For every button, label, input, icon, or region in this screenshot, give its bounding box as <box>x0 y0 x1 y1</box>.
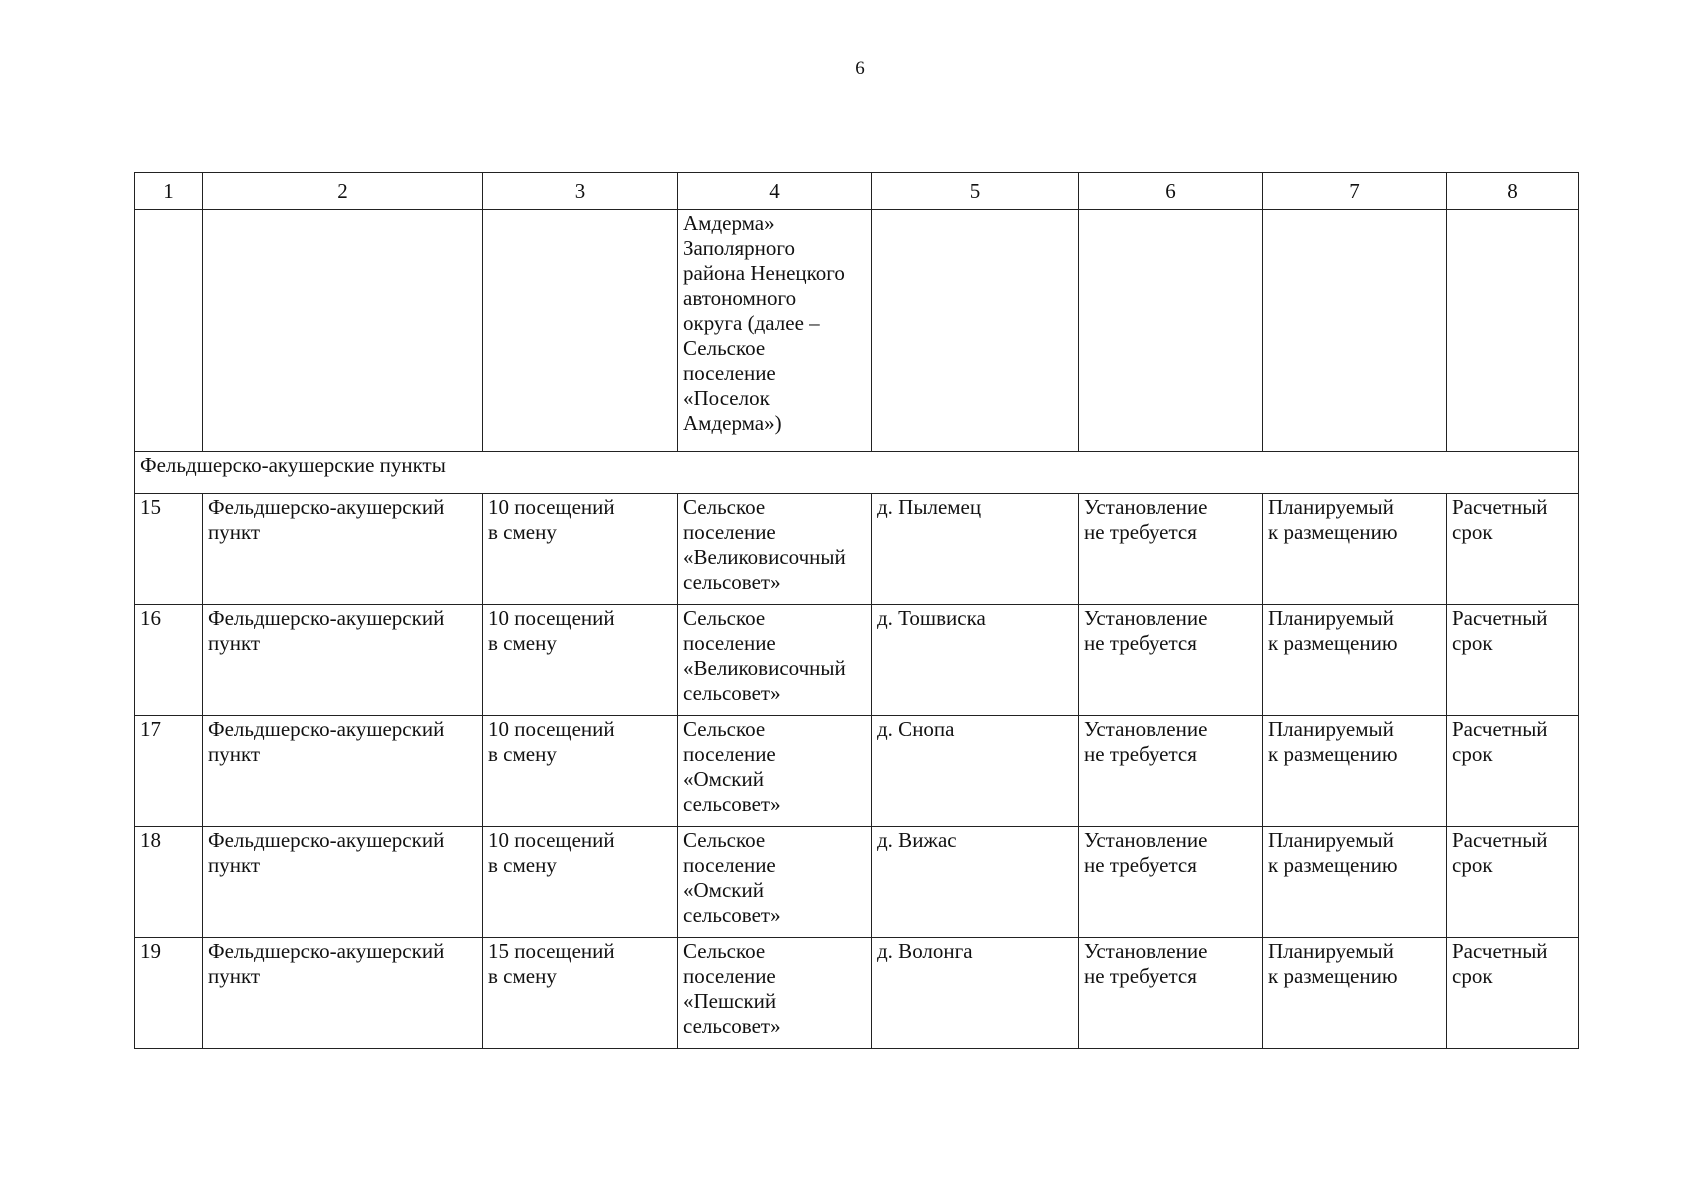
text-line: пункт <box>208 631 261 655</box>
empty-cell <box>483 210 678 452</box>
column-header: 2 <box>203 173 483 210</box>
text-line: 15 посещений <box>488 939 615 963</box>
empty-cell <box>203 210 483 452</box>
text-line: Расчетный <box>1452 606 1548 630</box>
text-line: сельсовет» <box>683 1014 781 1038</box>
row-number-cell: 18 <box>135 827 203 938</box>
facility-name-cell <box>203 494 483 605</box>
text-line: не требуется <box>1084 742 1197 766</box>
municipality-cell <box>678 494 872 605</box>
column-header: 6 <box>1079 173 1263 210</box>
text-line: Установление <box>1084 939 1208 963</box>
capacity-cell <box>483 494 678 605</box>
text-line: поселение <box>683 853 776 877</box>
empty-cell <box>1079 210 1263 452</box>
text-line: к размещению <box>1268 520 1398 544</box>
term-cell <box>1447 494 1579 605</box>
protection-zone-cell <box>1079 494 1263 605</box>
text-line: Сельское <box>683 939 766 963</box>
text-line: срок <box>1452 631 1493 655</box>
text-line: 10 посещений <box>488 828 615 852</box>
text-line: Планируемый <box>1268 717 1394 741</box>
text-line: Расчетный <box>1452 828 1548 852</box>
text-line: поселение <box>683 361 776 385</box>
term-cell <box>1447 938 1579 1049</box>
facility-name-cell <box>203 605 483 716</box>
protection-zone-cell <box>1079 605 1263 716</box>
text-line: Расчетный <box>1452 717 1548 741</box>
text-line: не требуется <box>1084 853 1197 877</box>
table-row <box>135 716 1579 827</box>
text-line: «Пешский <box>683 989 777 1013</box>
row-number-cell: 17 <box>135 716 203 827</box>
text-line: 10 посещений <box>488 495 615 519</box>
location-cell: д. Снопа <box>872 716 1079 827</box>
text-line: сельсовет» <box>683 792 781 816</box>
protection-zone-cell <box>1079 716 1263 827</box>
text-line: пункт <box>208 964 261 988</box>
text-line: Амдерма») <box>683 411 782 435</box>
text-line: Фельдшерско-акушерский <box>208 606 445 630</box>
capacity-cell <box>483 716 678 827</box>
empty-cell <box>1263 210 1447 452</box>
term-cell <box>1447 716 1579 827</box>
text-line: к размещению <box>1268 964 1398 988</box>
column-header: 4 <box>678 173 872 210</box>
location-cell: д. Тошвиска <box>872 605 1079 716</box>
facility-name-cell <box>203 716 483 827</box>
term-cell <box>1447 605 1579 716</box>
empty-cell <box>872 210 1079 452</box>
municipality-cell <box>678 605 872 716</box>
text-line: в смену <box>488 520 557 544</box>
table-row <box>135 827 1579 938</box>
text-line: Планируемый <box>1268 495 1394 519</box>
facility-name-cell <box>203 938 483 1049</box>
location-cell: д. Пылемец <box>872 494 1079 605</box>
text-line: Сельское <box>683 495 766 519</box>
text-line: в смену <box>488 964 557 988</box>
text-line: «Поселок <box>683 386 770 410</box>
text-line: Фельдшерско-акушерский <box>208 495 445 519</box>
status-cell <box>1263 827 1447 938</box>
text-line: Установление <box>1084 828 1208 852</box>
text-line: не требуется <box>1084 631 1197 655</box>
text-line: Фельдшерско-акушерский <box>208 939 445 963</box>
section-header-row <box>135 452 1579 494</box>
municipality-cell <box>678 716 872 827</box>
text-line: Установление <box>1084 717 1208 741</box>
text-line: Планируемый <box>1268 606 1394 630</box>
text-line: пункт <box>208 520 261 544</box>
text-line: срок <box>1452 853 1493 877</box>
text-line: Фельдшерско-акушерский <box>208 717 445 741</box>
text-line: срок <box>1452 964 1493 988</box>
protection-zone-cell <box>1079 827 1263 938</box>
table-row <box>135 938 1579 1049</box>
text-line: Планируемый <box>1268 828 1394 852</box>
column-header: 7 <box>1263 173 1447 210</box>
text-line: района Ненецкого <box>683 261 845 285</box>
table-row <box>135 494 1579 605</box>
text-line: к размещению <box>1268 853 1398 877</box>
text-line: сельсовет» <box>683 570 781 594</box>
row-number-cell: 15 <box>135 494 203 605</box>
text-line: поселение <box>683 964 776 988</box>
capacity-cell <box>483 938 678 1049</box>
column-header: 3 <box>483 173 678 210</box>
status-cell <box>1263 716 1447 827</box>
section-title: Фельдшерско-акушерские пункты <box>135 452 1579 494</box>
capacity-cell <box>483 605 678 716</box>
text-line: поселение <box>683 520 776 544</box>
municipality-cell <box>678 938 872 1049</box>
text-line: Сельское <box>683 336 766 360</box>
text-line: не требуется <box>1084 964 1197 988</box>
row-number-cell: 16 <box>135 605 203 716</box>
table-row <box>135 605 1579 716</box>
text-line: 10 посещений <box>488 717 615 741</box>
text-line: Расчетный <box>1452 495 1548 519</box>
text-line: Установление <box>1084 606 1208 630</box>
empty-cell <box>1447 210 1579 452</box>
text-line: к размещению <box>1268 631 1398 655</box>
text-line: Сельское <box>683 606 766 630</box>
text-line: «Омский <box>683 767 764 791</box>
text-line: Установление <box>1084 495 1208 519</box>
status-cell <box>1263 605 1447 716</box>
status-cell <box>1263 494 1447 605</box>
text-line: в смену <box>488 631 557 655</box>
term-cell <box>1447 827 1579 938</box>
text-line: «Великовисочный <box>683 656 846 680</box>
text-line: срок <box>1452 742 1493 766</box>
text-line: «Омский <box>683 878 764 902</box>
text-line: Сельское <box>683 717 766 741</box>
empty-cell <box>135 210 203 452</box>
facilities-table <box>134 172 1579 1049</box>
text-line: не требуется <box>1084 520 1197 544</box>
text-line: Расчетный <box>1452 939 1548 963</box>
page-number: 6 <box>855 58 865 79</box>
protection-zone-cell <box>1079 938 1263 1049</box>
text-line: Планируемый <box>1268 939 1394 963</box>
location-cell: д. Вижас <box>872 827 1079 938</box>
column-header: 1 <box>135 173 203 210</box>
continuation-row <box>135 210 1579 452</box>
text-line: Фельдшерско-акушерский <box>208 828 445 852</box>
text-line: поселение <box>683 742 776 766</box>
location-cell: д. Волонга <box>872 938 1079 1049</box>
facility-name-cell <box>203 827 483 938</box>
continuation-municipality-cell <box>678 210 872 452</box>
capacity-cell <box>483 827 678 938</box>
text-line: поселение <box>683 631 776 655</box>
header-row <box>135 173 1579 210</box>
text-line: «Великовисочный <box>683 545 846 569</box>
text-line: 10 посещений <box>488 606 615 630</box>
row-number-cell: 19 <box>135 938 203 1049</box>
text-line: пункт <box>208 742 261 766</box>
text-line: Заполярного <box>683 236 795 260</box>
text-line: в смену <box>488 853 557 877</box>
municipality-cell <box>678 827 872 938</box>
text-line: сельсовет» <box>683 681 781 705</box>
text-line: автономного <box>683 286 797 310</box>
text-line: Амдерма» <box>683 211 775 235</box>
text-line: пункт <box>208 853 261 877</box>
text-line: срок <box>1452 520 1493 544</box>
text-line: сельсовет» <box>683 903 781 927</box>
text-line: Сельское <box>683 828 766 852</box>
column-header: 8 <box>1447 173 1579 210</box>
text-line: округа (далее – <box>683 311 820 335</box>
text-line: в смену <box>488 742 557 766</box>
status-cell <box>1263 938 1447 1049</box>
column-header: 5 <box>872 173 1079 210</box>
text-line: к размещению <box>1268 742 1398 766</box>
